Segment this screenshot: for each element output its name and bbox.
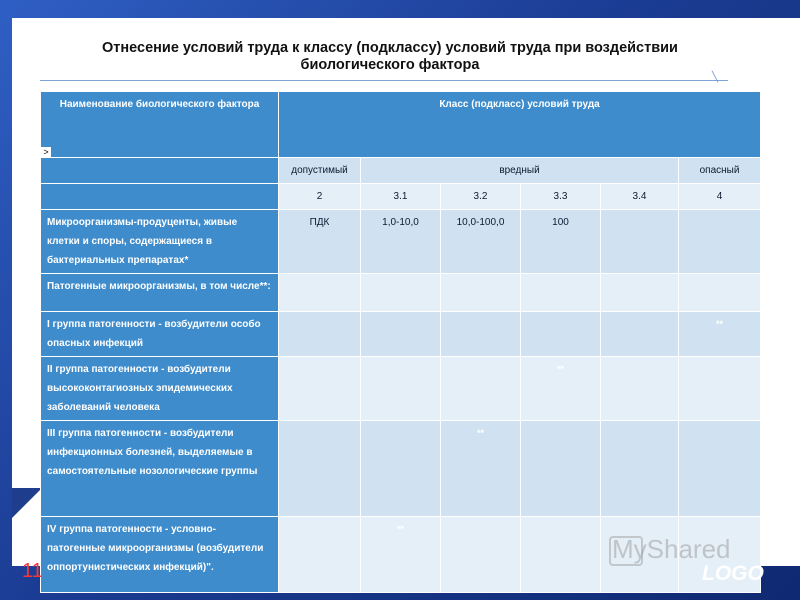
watermark-text: MyShared <box>612 534 731 564</box>
row-factor-name: IV группа патогенности - условно-патогенные микроорганизмы (возбудители оппортунистических инфекций)". <box>41 517 279 593</box>
row-factor-name: Патогенные микроорганизмы, в том числе**: <box>41 274 279 312</box>
table-cell <box>441 274 521 312</box>
table-cell <box>601 312 679 357</box>
table-cell <box>361 421 441 517</box>
slide-title <box>40 40 740 74</box>
slide-number: 11 <box>22 560 43 582</box>
subclass-cell: 3.3 <box>521 184 601 210</box>
table-cell <box>279 357 361 421</box>
subclass-cell: 4 <box>679 184 761 210</box>
slide-title-line-1: Отнесение условий труда к классу (подклассу) условий труда при воздействии <box>102 40 678 56</box>
table-cell <box>679 357 761 421</box>
table-cell <box>521 421 601 517</box>
row-factor-name: II группа патогенности - возбудители высококонтагиозных эпидемических заболеваний человека <box>41 357 279 421</box>
subclass-row-blank <box>41 184 279 210</box>
table-cell <box>601 210 679 274</box>
table-cell <box>361 357 441 421</box>
subclass-cell: 3.2 <box>441 184 521 210</box>
table-cell: ** <box>679 312 761 357</box>
table-cell <box>441 357 521 421</box>
table-cell <box>279 421 361 517</box>
group-dangerous: опасный <box>679 158 761 184</box>
header-class <box>279 92 761 158</box>
table-cell: 100 <box>521 210 601 274</box>
header-marker: > <box>41 147 51 157</box>
table-cell: ** <box>361 517 441 593</box>
table-cell: 1,0-10,0 <box>361 210 441 274</box>
table-cell: ПДК <box>279 210 361 274</box>
row-factor-name: III группа патогенности - возбудители инфекционных болезней, выделяемые в самостоятельные нозологические группы <box>41 421 279 517</box>
row-factor-name: Микроорганизмы-продуценты, живые клетки и споры, содержащиеся в бактериальных препаратах* <box>41 210 279 274</box>
table-cell <box>279 274 361 312</box>
corner-decoration <box>12 488 42 518</box>
table-row <box>41 357 761 421</box>
group-harmful: вредный <box>361 158 679 184</box>
header-factor-name-label: Наименование биологического фактора <box>59 99 260 110</box>
header-class-label: Класс (подкласс) условий труда <box>439 99 600 110</box>
table-row <box>41 312 761 357</box>
table-row <box>41 210 761 274</box>
subclass-cell: 3.1 <box>361 184 441 210</box>
table-cell <box>679 421 761 517</box>
table-cell <box>679 210 761 274</box>
table-cell: 10,0-100,0 <box>441 210 521 274</box>
group-permissible: допустимый <box>279 158 361 184</box>
table-cell <box>279 517 361 593</box>
table-cell <box>601 421 679 517</box>
divider-arrow-icon: ╲ <box>712 72 719 83</box>
subclass-cell: 2 <box>279 184 361 210</box>
logo: LOGO <box>702 562 764 585</box>
row-factor-name: I группа патогенности - возбудители особо опасных инфекций <box>41 312 279 357</box>
header-factor-name <box>41 92 279 158</box>
table-cell <box>679 274 761 312</box>
table-cell <box>279 312 361 357</box>
table-cell <box>361 274 441 312</box>
table-cell: ** <box>441 421 521 517</box>
slide-title-line-2: биологического фактора <box>300 57 480 73</box>
table-row <box>41 421 761 517</box>
table-cell <box>521 517 601 593</box>
table-cell <box>441 312 521 357</box>
table-cell <box>361 312 441 357</box>
table-cell <box>601 357 679 421</box>
table-cell <box>601 274 679 312</box>
group-row-blank <box>41 158 279 184</box>
title-divider <box>40 80 728 81</box>
table-cell <box>441 517 521 593</box>
conditions-table <box>40 91 761 593</box>
subclass-cell: 3.4 <box>601 184 679 210</box>
table-row <box>41 274 761 312</box>
table-cell: ** <box>521 357 601 421</box>
table-cell <box>521 274 601 312</box>
table-cell <box>521 312 601 357</box>
